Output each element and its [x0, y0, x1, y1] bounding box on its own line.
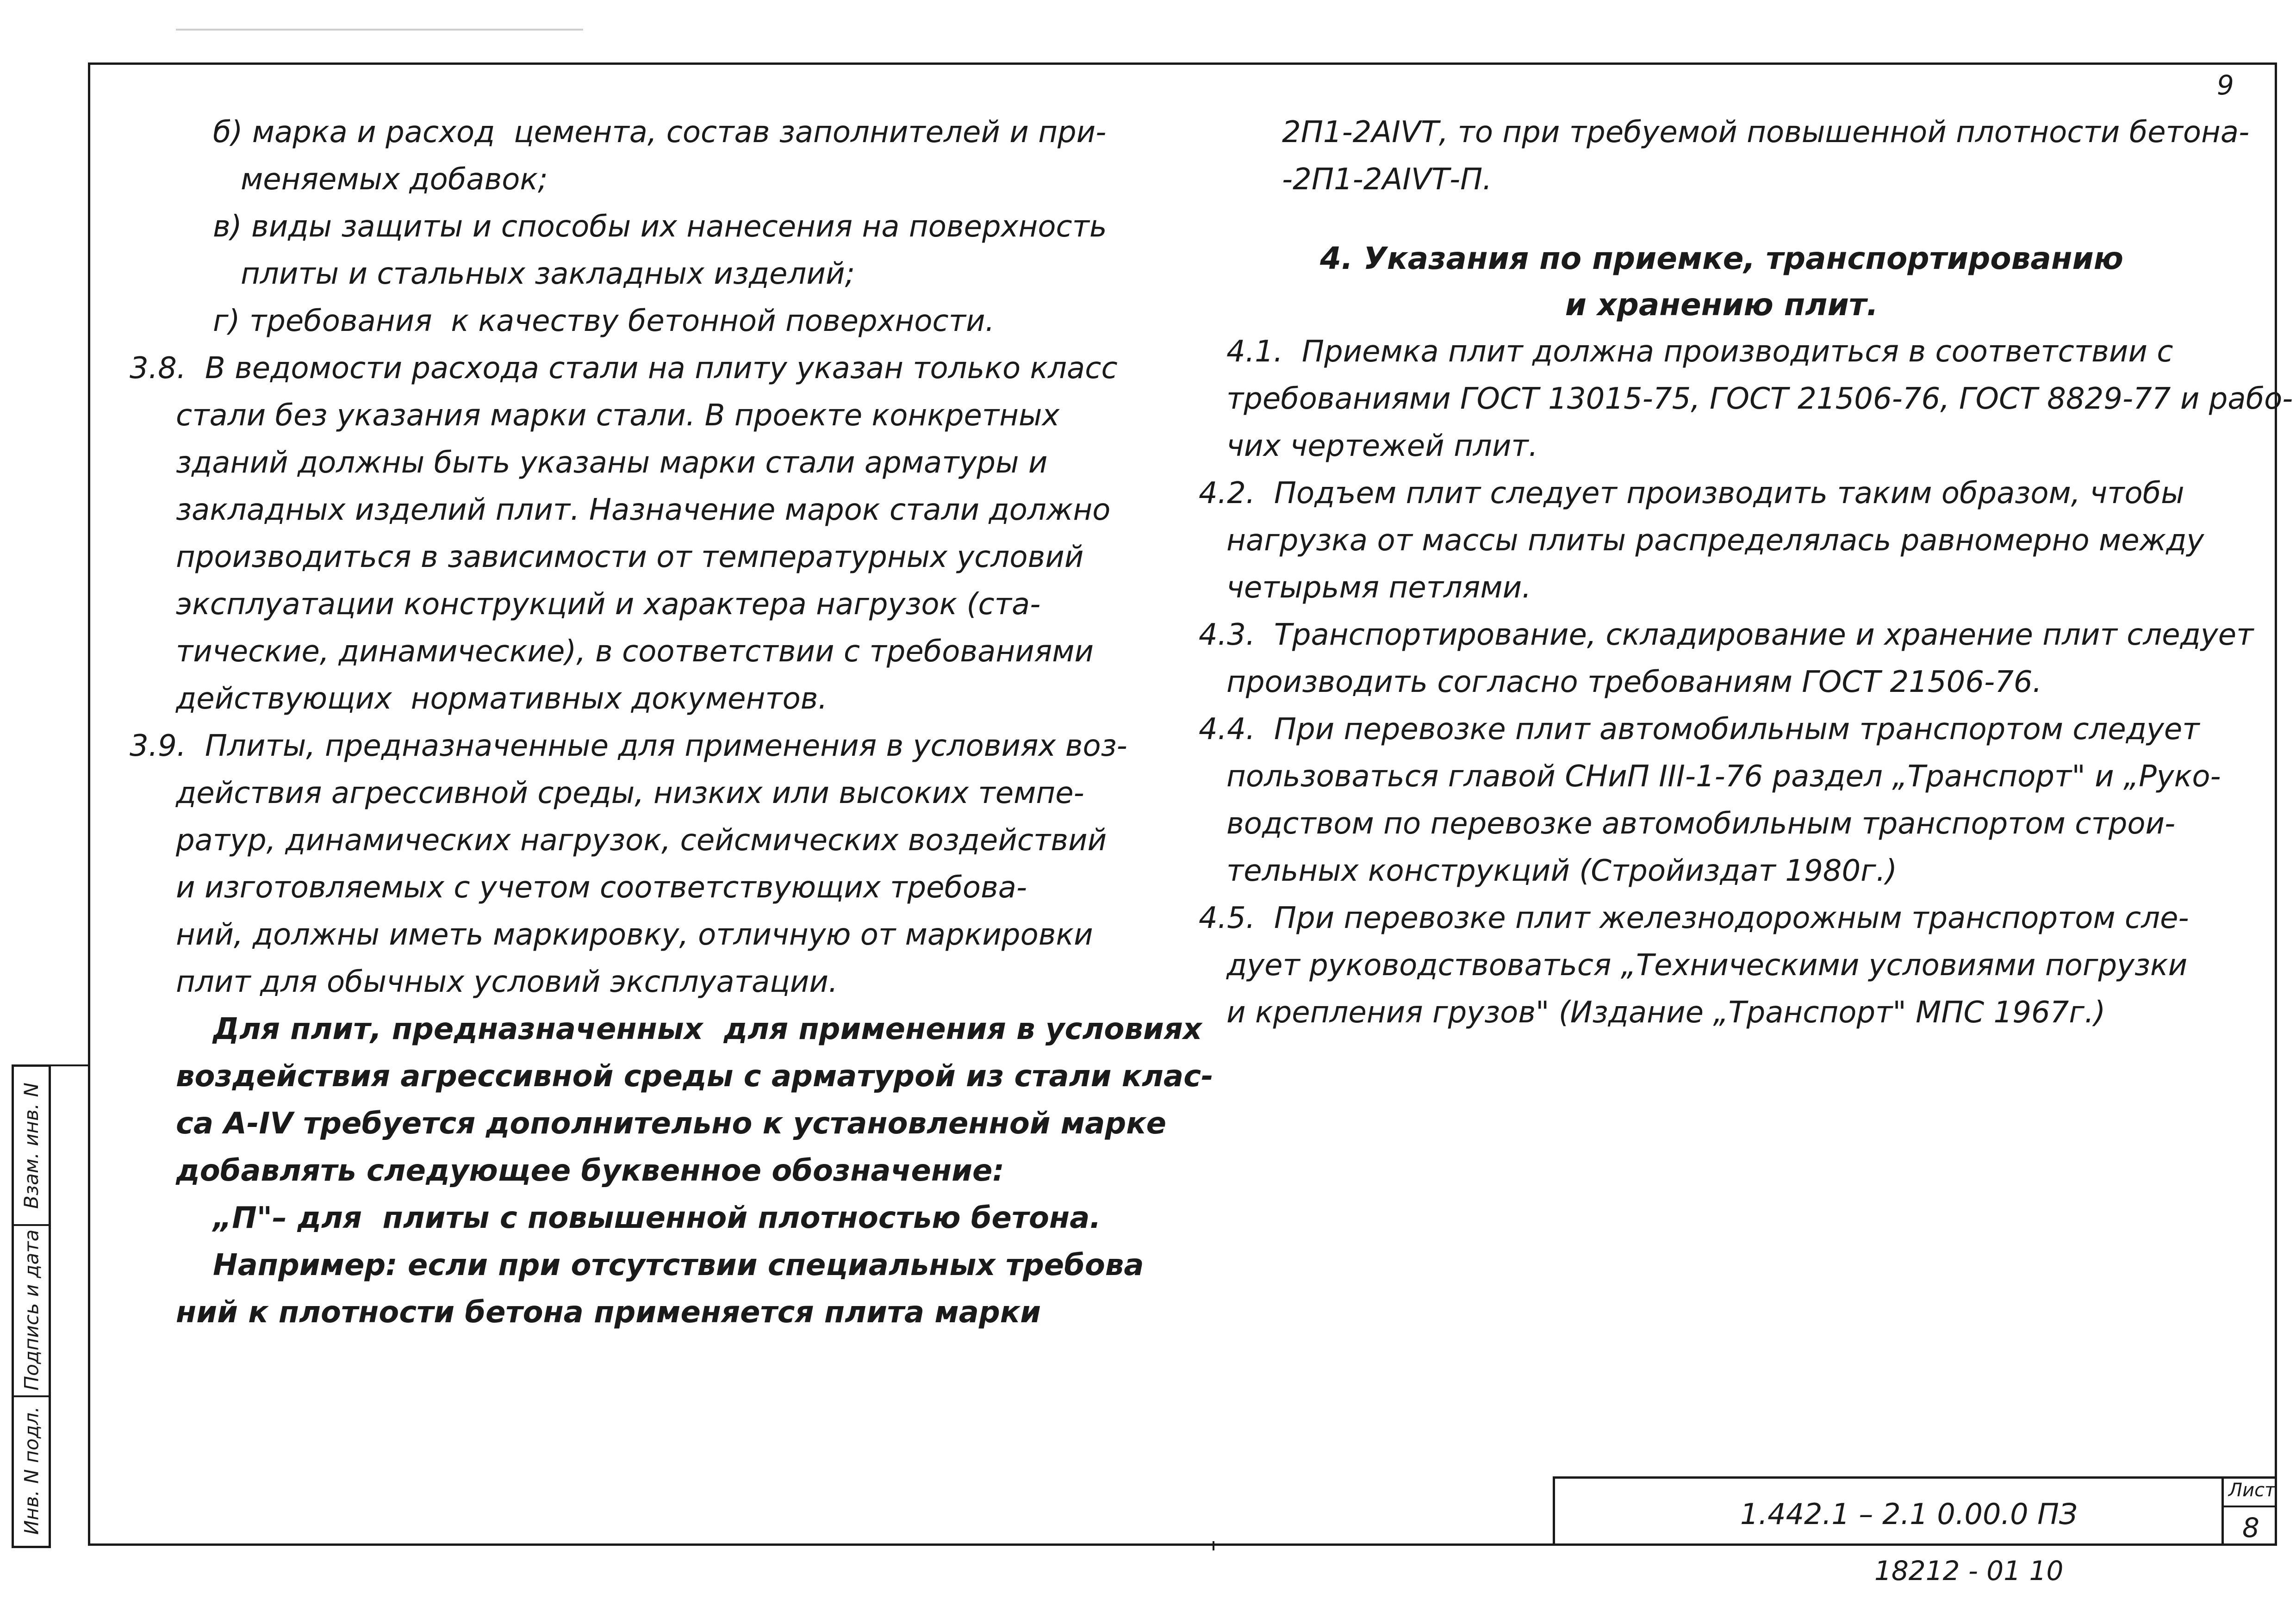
- right-column-body-line: 4.3. Транспортирование, складирование и хранение плит следует: [1199, 618, 2254, 652]
- section-4-title: [1199, 236, 2245, 328]
- left-column-line: Для плит, предназначенных для применения в условиях: [213, 1012, 1202, 1046]
- scan-artifact-line: [176, 29, 583, 31]
- left-column-line: плит для обычных условий эксплуатации.: [176, 965, 838, 999]
- left-column-line: Например: если при отсутствии специальных требова: [213, 1248, 1144, 1282]
- left-column-line: эксплуатации конструкций и характера нагрузок (ста-: [176, 587, 1041, 622]
- sidebar-cell-signature: [14, 1224, 49, 1397]
- sheet-top-number: 9: [2217, 69, 2234, 101]
- sidebar-label-replacement: Взам. инв. N: [20, 1082, 43, 1209]
- left-column-line: действующих нормативных документов.: [176, 682, 828, 716]
- document-code: 1.442.1 – 2.1 0.00.0 ПЗ: [1740, 1497, 2078, 1531]
- left-column-line: 3.8. В ведомости расхода стали на плиту указан только класс: [130, 351, 1118, 386]
- left-column-line: тические, динамические), в соответствии с требованиями: [176, 635, 1094, 669]
- left-column: [130, 109, 1213, 1336]
- left-column-line: стали без указания марки стали. В проекте конкретных: [176, 398, 1060, 433]
- left-column-line: зданий должны быть указаны марки стали арматуры и: [176, 446, 1048, 480]
- section-4-title-line1: 4. Указания по приемке, транспортированию: [1320, 241, 2123, 276]
- sheet-box: [2221, 1479, 2277, 1546]
- right-column-body-line: 4.2. Подъем плит следует производить таким образом, чтобы: [1199, 476, 2184, 510]
- left-column-line: „П"– для плиты с повышенной плотностью бетона.: [213, 1201, 1101, 1235]
- left-column-line: добавлять следующее буквенное обозначение:: [176, 1154, 1004, 1188]
- right-column-body-line: 4.5. При перевозке плит железнодорожным транспортом сле-: [1199, 901, 2189, 935]
- left-column-line: действия агрессивной среды, низких или высоких темпе-: [176, 776, 1084, 810]
- right-column-intro-line: -2П1-2АIVТ-П.: [1282, 162, 1492, 197]
- left-column-line: ний к плотности бетона применяется плита марки: [176, 1295, 1041, 1330]
- right-column-body-line: и крепления грузов" (Издание „Транспорт" МПС 1967г.): [1226, 996, 2106, 1030]
- archive-number: 18212 - 01 10: [1874, 1555, 2064, 1587]
- right-column-body-line: водством по перевозке автомобильным транспортом строи-: [1226, 807, 2176, 841]
- left-column-line: са А-IV требуется дополнительно к установленной марке: [176, 1107, 1167, 1141]
- left-column-line: меняемых добавок;: [241, 162, 548, 197]
- right-column-body: [1199, 328, 2293, 1036]
- right-column: [1199, 109, 2293, 1036]
- sheet-box-divider: [2224, 1506, 2277, 1507]
- right-column-body-line: пользоваться главой СНиП III-1-76 раздел „Транспорт" и „Руко-: [1226, 759, 2221, 794]
- left-column-line: плиты и стальных закладных изделий;: [241, 257, 855, 291]
- left-column-line: производиться в зависимости от температурных условий: [176, 540, 1084, 574]
- sidebar-cell-replacement: [14, 1067, 49, 1226]
- right-column-intro: [1199, 109, 2250, 203]
- sidebar-label-inventory: Инв. N подл.: [20, 1406, 43, 1535]
- sidebar-cell-inventory: [14, 1395, 49, 1546]
- right-column-body-line: тельных конструкций (Стройиздат 1980г.): [1226, 854, 1898, 888]
- left-column-line: г) требования к качеству бетонной поверхности.: [213, 304, 995, 338]
- left-column-line: закладных изделий плит. Назначение марок стали должно: [176, 493, 1111, 527]
- left-column-line: 3.9. Плиты, предназначенные для применения в условиях воз-: [130, 729, 1127, 763]
- right-column-body-line: четырьмя петлями.: [1226, 571, 1531, 605]
- right-column-body-line: нагрузка от массы плиты распределялась равномерно между: [1226, 523, 2204, 558]
- right-column-body-line: требованиями ГОСТ 13015-75, ГОСТ 21506-76, ГОСТ 8829-77 и рабо-: [1226, 382, 2293, 416]
- left-column-line: воздействия агрессивной среды с арматурой из стали клас-: [176, 1059, 1213, 1094]
- section-4-title-line2: и хранению плит.: [1565, 287, 1879, 323]
- left-sidebar-stamp: [12, 1064, 51, 1548]
- left-column-line: ратур, динамических нагрузок, сейсмических воздействий: [176, 823, 1107, 858]
- left-column-line: б) марка и расход цемента, состав заполнителей и при-: [213, 115, 1107, 149]
- right-column-body-line: чих чертежей плит.: [1226, 429, 1538, 463]
- sheet-number: 8: [2242, 1512, 2259, 1543]
- frame-center-tick: [1213, 1541, 1214, 1550]
- title-block-stamp: [1553, 1476, 2277, 1546]
- left-column-line: ний, должны иметь маркировку, отличную от маркировки: [176, 918, 1093, 952]
- left-column-line: и изготовляемых с учетом соответствующих требова-: [176, 871, 1027, 905]
- right-column-body-line: 4.1. Приемка плит должна производиться в соответствии с: [1226, 335, 2173, 369]
- left-column-line: в) виды защиты и способы их нанесения на поверхность: [213, 210, 1107, 244]
- sheet-label: Лист: [2228, 1480, 2276, 1501]
- right-column-body-line: производить согласно требованиям ГОСТ 21506-76.: [1226, 665, 2042, 699]
- right-column-intro-line: 2П1-2АIVТ, то при требуемой повышенной плотности бетона-: [1282, 115, 2250, 149]
- sidebar-connector: [51, 1064, 88, 1550]
- right-column-body-line: 4.4. При перевозке плит автомобильным транспортом следует: [1199, 712, 2200, 747]
- right-column-body-line: дует руководствоваться „Техническими условиями погрузки: [1226, 948, 2188, 983]
- sidebar-label-signature: Подпись и дата: [20, 1229, 43, 1390]
